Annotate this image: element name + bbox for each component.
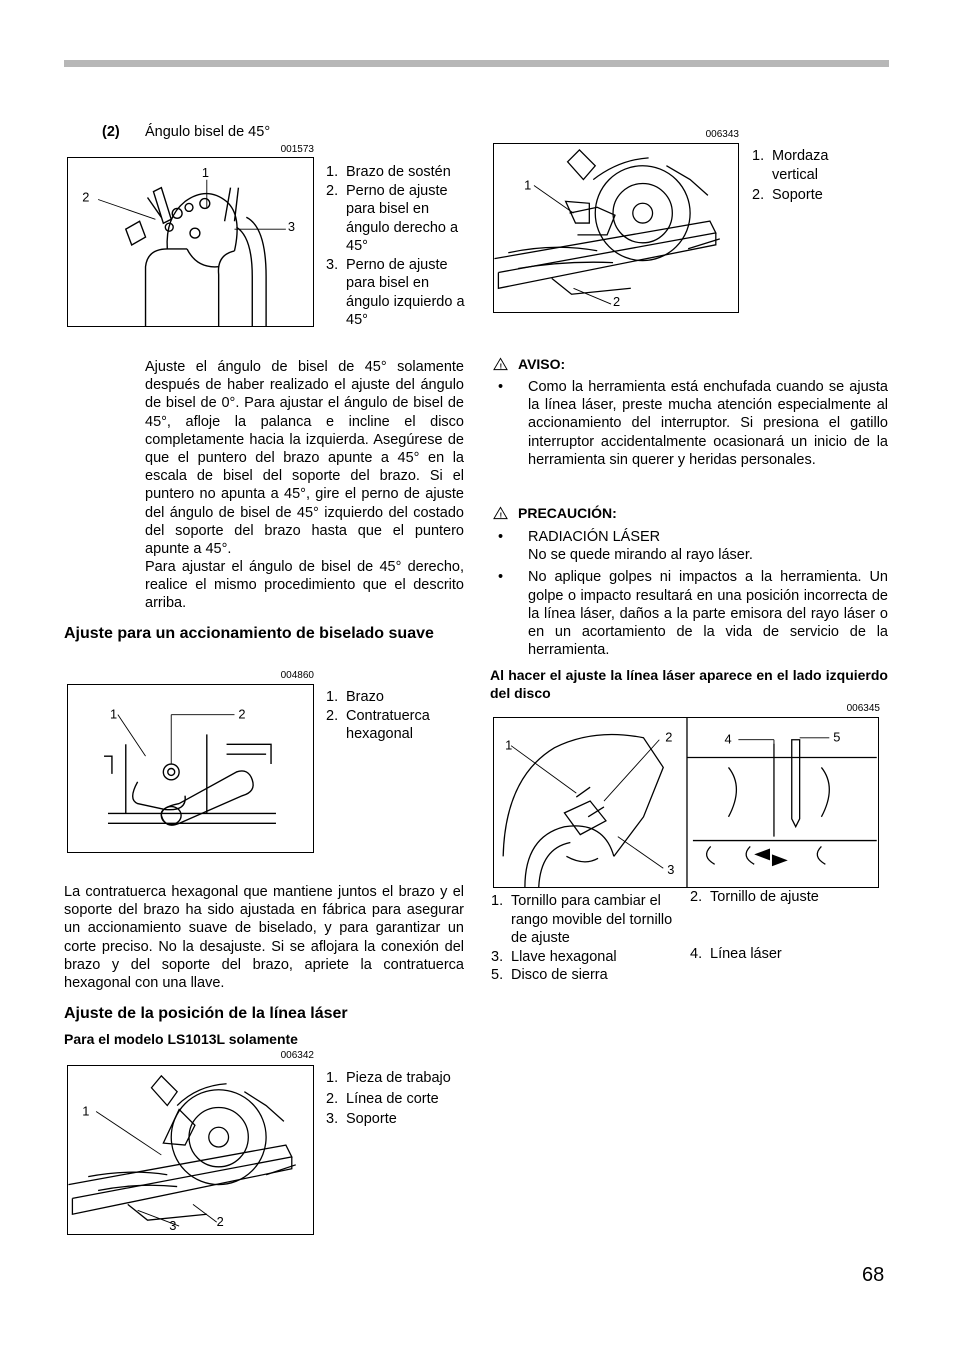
subheading-model: Para el modelo LS1013L solamente [64, 1031, 298, 1047]
figure-code: 001573 [280, 144, 314, 155]
legend-item: 2. Línea de corte [326, 1090, 439, 1107]
smooth-bevel-paragraph: La contratuerca hexagonal que mantiene juntos el brazo y el soporte del brazo ha sido ajustada en fábrica para asegurar un accionamiento suave de biselado, y para garantizar un corte preciso. No la desajuste. Si se aflojara la conexión del brazo y del soporte del brazo, apriete la contratuerca hexagonal con una llave. [64, 884, 464, 992]
figure-vertical-vise [493, 143, 739, 313]
heading-left-side: Al hacer el ajuste la línea láser aparece en el lado izquierdo del disco [490, 667, 888, 702]
miter-saw-vise-drawing [494, 144, 738, 312]
warning-triangle-icon [493, 506, 508, 520]
section-title: Ángulo bisel de 45° [145, 124, 271, 140]
callout-1: 1 [82, 1103, 90, 1119]
bevel-45-paragraph-1: Ajuste el ángulo de bisel de 45° solamente después de haber realizado el ajuste del ángulo de bisel de 0°. Para ajustar el ángulo de bisel de 45°, afloje la palanca e incline el disco completamente hacia la izquierda. Asegúrese de que el puntero del brazo apunte a 45° en la escala de bisel del soporte del brazo. Si el puntero no apunta a 45°, gire el perno de ajuste del ángulo de bisel de 45° izquierdo del costado del soporte del brazo hasta que el puntero apunte a 45°. [145, 359, 464, 558]
header-bar [64, 60, 889, 67]
bevel-45-paragraph-2: Para ajustar el ángulo de bisel de 45° derecho, realice el mismo procedimiento que el descrito arriba. [145, 559, 464, 612]
svg-text:!: ! [499, 510, 503, 520]
legend-laser-adjust-right [690, 888, 880, 963]
callout-1: 1 [505, 737, 513, 753]
callout-2: 2 [613, 294, 621, 310]
callout-3: 3 [169, 1218, 177, 1234]
legend-item: 2. Tornillo de ajuste [690, 889, 819, 905]
legend-item: 3. Soporte [326, 1111, 397, 1127]
aviso-list [490, 378, 888, 473]
precaucion-item-1: • RADIACIÓN LÁSER No se quede mirando al rayo láser. [490, 528, 888, 564]
legend-vertical-vise [752, 147, 862, 205]
aviso-item: • Como la herramienta está enchufada cuando se ajusta la línea láser, preste mucha atención especialmente al accionamiento del interruptor. Si presiona el gatillo interruptor accidentalmente ocasionará un inicio de la herramienta sin querer y heridas personales. [490, 378, 888, 469]
figure-laser-adjust [493, 717, 879, 888]
legend-item: 1. Brazo [326, 689, 384, 705]
legend-bevel-45 [326, 163, 466, 330]
legend-item: 1. Pieza de trabajo [326, 1070, 451, 1086]
callout-3: 3 [667, 862, 675, 878]
page-number: 68 [862, 1264, 885, 1286]
bevel-arm-drawing [68, 158, 313, 326]
heading-smooth-bevel: Ajuste para un accionamiento de biselado suave [64, 625, 434, 642]
legend-laser-workpiece [326, 1069, 466, 1129]
warning-triangle-icon [493, 357, 508, 371]
hex-locknut-drawing [68, 685, 313, 852]
figure-code: 006342 [280, 1050, 314, 1061]
precaucion-header [493, 505, 617, 521]
callout-1: 1 [524, 177, 532, 193]
callout-1: 1 [201, 164, 210, 180]
miter-saw-workpiece-drawing [68, 1066, 313, 1234]
callout-2: 2 [216, 1214, 224, 1230]
legend-item: 4. Línea láser [690, 945, 782, 962]
legend-item: 1. Brazo de sostén [326, 164, 451, 180]
precaucion-title: PRECAUCIÓN: [518, 505, 617, 521]
aviso-header [493, 356, 565, 372]
figure-laser-workpiece [67, 1065, 314, 1235]
callout-2: 2 [665, 729, 673, 745]
heading-laser-position: Ajuste de la posición de la línea láser [64, 1005, 348, 1022]
figure-smooth-bevel [67, 684, 314, 853]
legend-item: 5. Disco de sierra [491, 967, 608, 983]
legend-item: 1. Tornillo para cambiar el rango movible del tornillo de ajuste [491, 893, 673, 946]
callout-1: 1 [109, 706, 118, 722]
figure-code: 006343 [705, 129, 739, 140]
legend-item: 3. Llave hexagonal [491, 948, 617, 965]
legend-item: 2. Contratuerca hexagonal [326, 707, 430, 742]
legend-smooth-bevel [326, 688, 466, 744]
legend-laser-adjust-left [491, 892, 686, 985]
figure-bevel-45 [67, 157, 314, 327]
laser-adjust-drawing [494, 718, 878, 887]
section-label: (2) [102, 124, 120, 140]
legend-item: 2. Soporte [752, 187, 823, 203]
precaucion-item-2: • No aplique golpes ni impactos a la herramienta. Un golpe o impacto resultará en una posición incorrecta de la línea láser, daños a la parte emisora del rayo láser o en un acortamiento de la vida de servicio de la herramienta. [490, 568, 888, 659]
legend-item: 3. Perno de ajuste para bisel en ángulo izquierdo a 45° [326, 256, 465, 328]
aviso-title: AVISO: [518, 356, 566, 372]
callout-4: 4 [724, 731, 732, 747]
callout-5: 5 [833, 729, 841, 745]
precaucion-list [490, 528, 888, 663]
callout-2: 2 [82, 189, 90, 205]
callout-2: 2 [238, 706, 246, 722]
figure-code: 006345 [846, 703, 880, 714]
figure-code: 004860 [280, 670, 314, 681]
callout-3: 3 [287, 219, 295, 235]
legend-item: 2. Perno de ajuste para bisel en ángulo derecho a 45° [326, 182, 459, 254]
svg-text:!: ! [499, 361, 503, 371]
legend-item: 1. Mordaza vertical [752, 148, 829, 183]
